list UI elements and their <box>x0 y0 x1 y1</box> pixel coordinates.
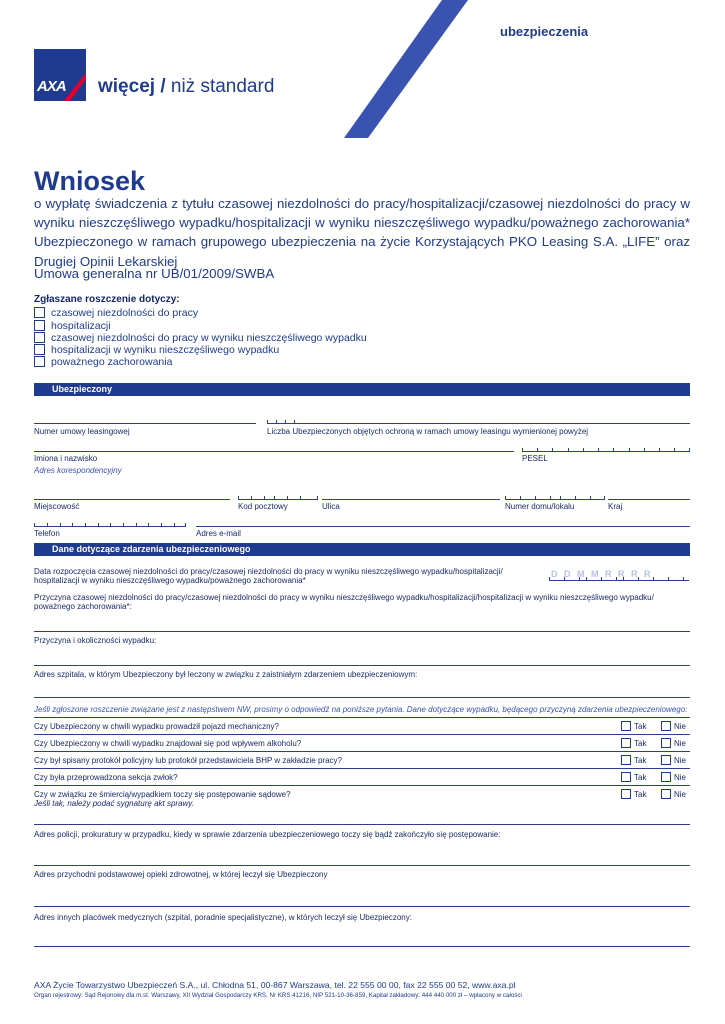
yes-label: Tak <box>634 722 647 731</box>
checkbox[interactable] <box>34 307 45 318</box>
question-divider <box>34 785 690 786</box>
police-address-input[interactable] <box>34 865 690 866</box>
question-court: Czy w związku ze śmiercią/wypadkiem toczy się postępowanie sądowe? <box>34 790 291 799</box>
pesel-label: PESEL <box>522 454 548 463</box>
slogan-slash-icon: / <box>160 76 166 97</box>
slogan <box>98 76 274 98</box>
page-title: Wniosek <box>34 166 146 196</box>
checkbox[interactable] <box>661 789 671 799</box>
checkbox[interactable] <box>34 344 45 355</box>
court-case-input[interactable] <box>34 824 690 825</box>
claim-option-5[interactable] <box>34 356 172 368</box>
answer-yes[interactable] <box>621 722 646 731</box>
claim-option-3[interactable] <box>34 332 367 344</box>
police-address-label: Adres policji, prokuratury w przypadku, kiedy w sprawie zdarzenia ubezpieczeniowego toczy się bądź zakończyło się postępowanie: <box>34 830 501 839</box>
question-divider <box>34 751 690 752</box>
checkbox[interactable] <box>661 738 671 748</box>
question-vehicle: Czy Ubezpieczony w chwili wypadku prowadził pojazd mechaniczny? <box>34 722 279 731</box>
cause-input[interactable] <box>34 631 690 632</box>
agreement-number: Umowa generalna nr UB/01/2009/SWBA <box>34 266 275 281</box>
answer-no[interactable] <box>661 756 686 765</box>
answer-yes[interactable] <box>621 756 646 765</box>
checkbox[interactable] <box>661 772 671 782</box>
question-divider <box>34 734 690 735</box>
question-police-report: Czy był spisany protokół policyjny lub protokół przedstawiciela BHP w zakładzie pracy? <box>34 756 342 765</box>
yes-label: Tak <box>634 773 647 782</box>
checkbox[interactable] <box>661 755 671 765</box>
no-label: Nie <box>674 756 687 765</box>
start-date-placeholder: D D M M R R R R <box>551 569 653 579</box>
name-input[interactable] <box>34 451 514 452</box>
checkbox[interactable] <box>621 789 631 799</box>
answer-yes[interactable] <box>621 790 646 799</box>
checkbox[interactable] <box>34 320 45 331</box>
clinic-address-label: Adres przychodni podstawowej opieki zdrowotnej, w której leczył się Ubezpieczony <box>34 870 328 879</box>
cause-label-1: Przyczyna czasowej niezdolności do pracy/czasowej niezdolności do pracy w wyniku nieszczęśliwego wypadku/hospitalizacji/hospitalizacji w wyniku nieszczęśliwego wypadku/ <box>34 593 654 602</box>
postcode-boxes[interactable] <box>238 494 318 500</box>
checkbox[interactable] <box>34 356 45 367</box>
claim-option-1[interactable] <box>34 307 198 319</box>
insured-count-line <box>267 423 690 424</box>
start-date-boxes[interactable] <box>549 575 689 581</box>
accident-note: Jeśli zgłoszone roszczenie związane jest z następstwem NW, prosimy o odpowiedź na poniższe pytania. Dane dotyczące wypadku, będącego przyczyną zdarzenia ubezpieczeniowego: <box>34 705 688 714</box>
no-label: Nie <box>674 790 687 799</box>
claim-option-2[interactable] <box>34 320 111 332</box>
footer-registry: Organ rejestrowy: Sąd Rejonowy dla m.st. Warszawy, XII Wydział Gospodarczy KRS, Nr KRS 41216, NIP 521-10-36-859, Kapitał zakładowy: 444 440 000 zł – wpłacony w całości <box>34 992 522 999</box>
other-address-input[interactable] <box>34 946 690 947</box>
name-label: Imiona i nazwisko <box>34 454 98 463</box>
no-label: Nie <box>674 722 687 731</box>
country-input[interactable] <box>608 499 690 500</box>
phone-boxes[interactable] <box>34 521 186 527</box>
no-label: Nie <box>674 773 687 782</box>
phone-label: Telefon <box>34 529 60 538</box>
section-bar-insured <box>34 383 690 396</box>
slogan-rest: niż standard <box>170 76 275 97</box>
house-number-label: Numer domu/lokalu <box>505 502 575 511</box>
hospital-address-input[interactable] <box>34 697 690 698</box>
answer-no[interactable] <box>661 722 686 731</box>
start-date-label-2: hospitalizacji w wyniku nieszczęśliwego wypadku/poważnego zachorowania* <box>34 576 306 585</box>
email-input[interactable] <box>196 526 690 527</box>
claim-option-label: hospitalizacji w wyniku nieszczęśliwego wypadku <box>51 344 280 356</box>
question-divider <box>34 768 690 769</box>
yes-label: Tak <box>634 756 647 765</box>
checkbox[interactable] <box>621 772 631 782</box>
answer-no[interactable] <box>661 739 686 748</box>
checkbox[interactable] <box>34 332 45 343</box>
checkbox[interactable] <box>661 721 671 731</box>
claim-option-4[interactable] <box>34 344 279 356</box>
house-number-boxes[interactable] <box>505 494 605 500</box>
checkbox[interactable] <box>621 755 631 765</box>
clinic-address-input[interactable] <box>34 906 690 907</box>
header-tag: ubezpieczenia <box>500 24 589 39</box>
country-label: Kraj <box>608 502 623 511</box>
slogan-bold: więcej <box>98 76 156 97</box>
page-subtitle: o wypłatę świadczenia z tytułu czasowej niezdolności do pracy/hospitalizacji/czasowej niezdolności do pracy w wyniku nieszczęśliwego wypadku/hospitalizacji w wyniku nieszczęśliwego wypadku/poważnego zachorowania* Ubezpieczonego w ramach grupowego ubezpieczenia na życie Korzystających PKO Leasing S.A. „LIFE” oraz Drugiej Opinii Lekarskiej <box>34 196 690 269</box>
other-address-label: Adres innych placówek medycznych (szpital, poradnie specjalistyczne), w których leczył się Ubezpieczony: <box>34 913 412 922</box>
claim-heading: Zgłaszane roszczenie dotyczy: <box>34 294 180 305</box>
answer-no[interactable] <box>661 773 686 782</box>
no-label: Nie <box>674 739 687 748</box>
street-label: Ulica <box>322 502 340 511</box>
postcode-label: Kod pocztowy <box>238 502 288 511</box>
claim-option-label: czasowej niezdolności do pracy <box>51 307 199 319</box>
question-divider <box>34 717 690 718</box>
start-date-label-1: Data rozpoczęcia czasowej niezdolności do pracy/czasowej niezdolności do pracy w wyniku nieszczęśliwego wypadku/hospitalizacji/ <box>34 567 503 576</box>
accident-cause-input[interactable] <box>34 665 690 666</box>
checkbox[interactable] <box>621 738 631 748</box>
yes-label: Tak <box>634 790 647 799</box>
section-title: Dane dotyczące zdarzenia ubezpieczeniowego <box>52 544 251 554</box>
city-input[interactable] <box>34 499 230 500</box>
insured-count-label: Liczba Ubezpieczonych objętych ochroną w ramach umowy leasingu wymienionej powyżej <box>267 427 589 436</box>
question-autopsy: Czy była przeprowadzona sekcja zwłok? <box>34 773 178 782</box>
section-bar-event <box>34 543 690 556</box>
yes-label: Tak <box>634 739 647 748</box>
brand-stripe <box>340 0 470 140</box>
contract-number-label: Numer umowy leasingowej <box>34 427 130 436</box>
claim-option-label: poważnego zachorowania <box>51 356 173 368</box>
hospital-address-label: Adres szpitala, w którym Ubezpieczony był leczony w związku z zaistniałym zdarzeniem ubezpieczeniowym: <box>34 670 418 679</box>
section-title: Ubezpieczony <box>52 384 113 394</box>
answer-yes[interactable] <box>621 773 646 782</box>
street-input[interactable] <box>322 499 500 500</box>
address-label: Adres korespondencyjny <box>34 466 122 475</box>
question-court-note: Jeśli tak, należy podać sygnaturę akt sprawy. <box>34 799 194 808</box>
contract-number-input[interactable] <box>34 423 256 424</box>
axa-logo-text: AXA <box>37 78 66 95</box>
accident-cause-label: Przyczyna i okoliczności wypadku: <box>34 636 157 645</box>
email-label: Adres e-mail <box>196 529 241 538</box>
answer-yes[interactable] <box>621 739 646 748</box>
checkbox[interactable] <box>621 721 631 731</box>
pesel-boxes[interactable] <box>522 446 690 452</box>
footer-company: AXA Życie Towarzystwo Ubezpieczeń S.A., ul. Chłodna 51, 00-867 Warszawa, tel. 22 555 00 00, fax 22 555 00 52, www.axa.pl <box>34 980 516 990</box>
city-label: Miejscowość <box>34 502 80 511</box>
cause-label-2: poważnego zachorowania*: <box>34 602 132 611</box>
claim-option-label: hospitalizacji <box>51 320 111 332</box>
answer-no[interactable] <box>661 790 686 799</box>
claim-option-label: czasowej niezdolności do pracy w wyniku nieszczęśliwego wypadku <box>51 332 367 344</box>
question-alcohol: Czy Ubezpieczony w chwili wypadku znajdował się pod wpływem alkoholu? <box>34 739 302 748</box>
axa-logo <box>34 49 86 101</box>
